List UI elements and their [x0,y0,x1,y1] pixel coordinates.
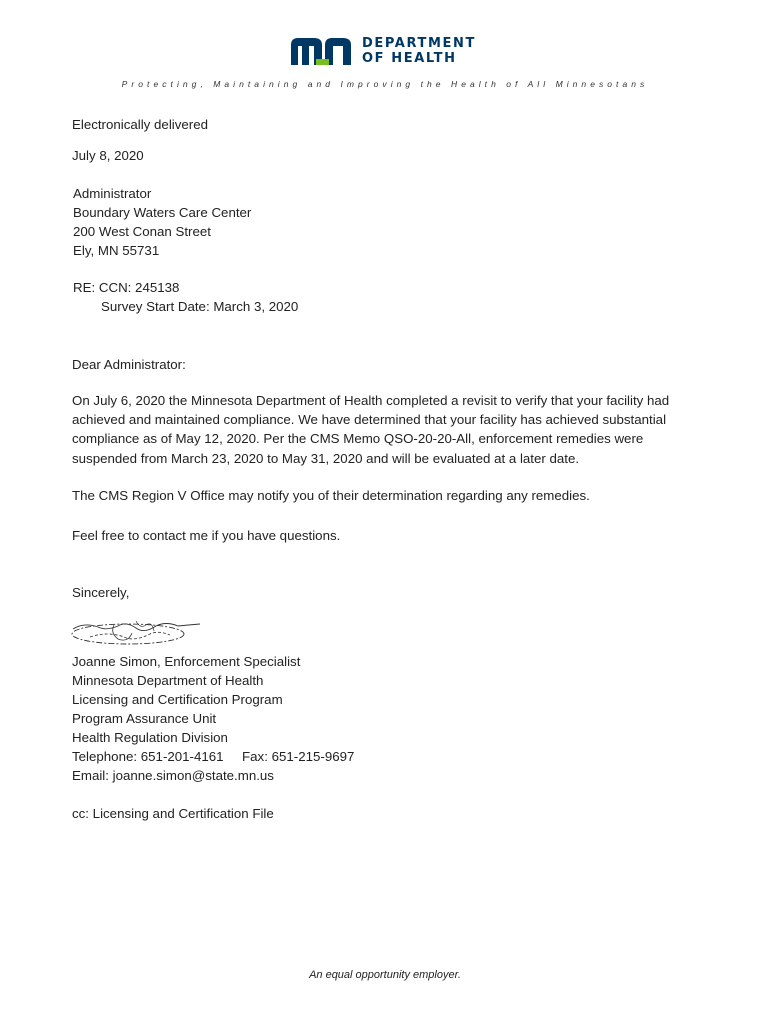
cc-line: cc: Licensing and Certification File [72,806,274,821]
body-paragraph: Feel free to contact me if you have questions. [72,528,341,543]
tagline: Protecting, Maintaining and Improving the Health of All Minnesotans [121,79,649,89]
re-line: RE: CCN: 245138 [73,280,180,295]
salutation: Dear Administrator: [72,357,186,372]
signer-email: Email: joanne.simon@state.mn.us [72,768,274,783]
logo-line-2: OF HEALTH [362,51,457,66]
signature-icon [70,617,202,649]
letter-date: July 8, 2020 [72,148,144,163]
logo-line-1: DEPARTMENT [362,36,476,51]
survey-start-date: Survey Start Date: March 3, 2020 [101,299,299,314]
mn-logo-icon [289,35,355,67]
closing: Sincerely, [72,585,130,600]
address-line: Administrator [73,186,152,201]
signer-line: Health Regulation Division [72,730,228,745]
signer-phone-fax: Telephone: 651-201-4161 Fax: 651-215-9697 [72,749,355,764]
body-paragraph: The CMS Region V Office may notify you of their determination regarding any remedies. [72,488,590,503]
address-line: Ely, MN 55731 [73,243,160,258]
logo-wordmark [362,36,476,66]
mdh-logo [289,34,476,68]
signer-line: Minnesota Department of Health [72,673,264,688]
address-line: 200 West Conan Street [73,224,211,239]
body-paragraph: On July 6, 2020 the Minnesota Department of Health completed a revisit to verify that your facility had achieved and maintained compliance. We have determined that your facility has achieved substantial compliance as of May 12, 2020. Per the CMS Memo QSO-20-20-All, enforcement remedies were suspended from March 23, 2020 to May 31, 2020 and will be evaluated at a later date. [72,393,670,466]
footer-equal-opportunity: An equal opportunity employer. [309,969,461,981]
signer-line: Program Assurance Unit [72,711,217,726]
address-line: Boundary Waters Care Center [73,205,252,220]
signer-name-title: Joanne Simon, Enforcement Specialist [72,654,301,669]
delivery-method: Electronically delivered [72,117,208,132]
signer-line: Licensing and Certification Program [72,692,283,707]
